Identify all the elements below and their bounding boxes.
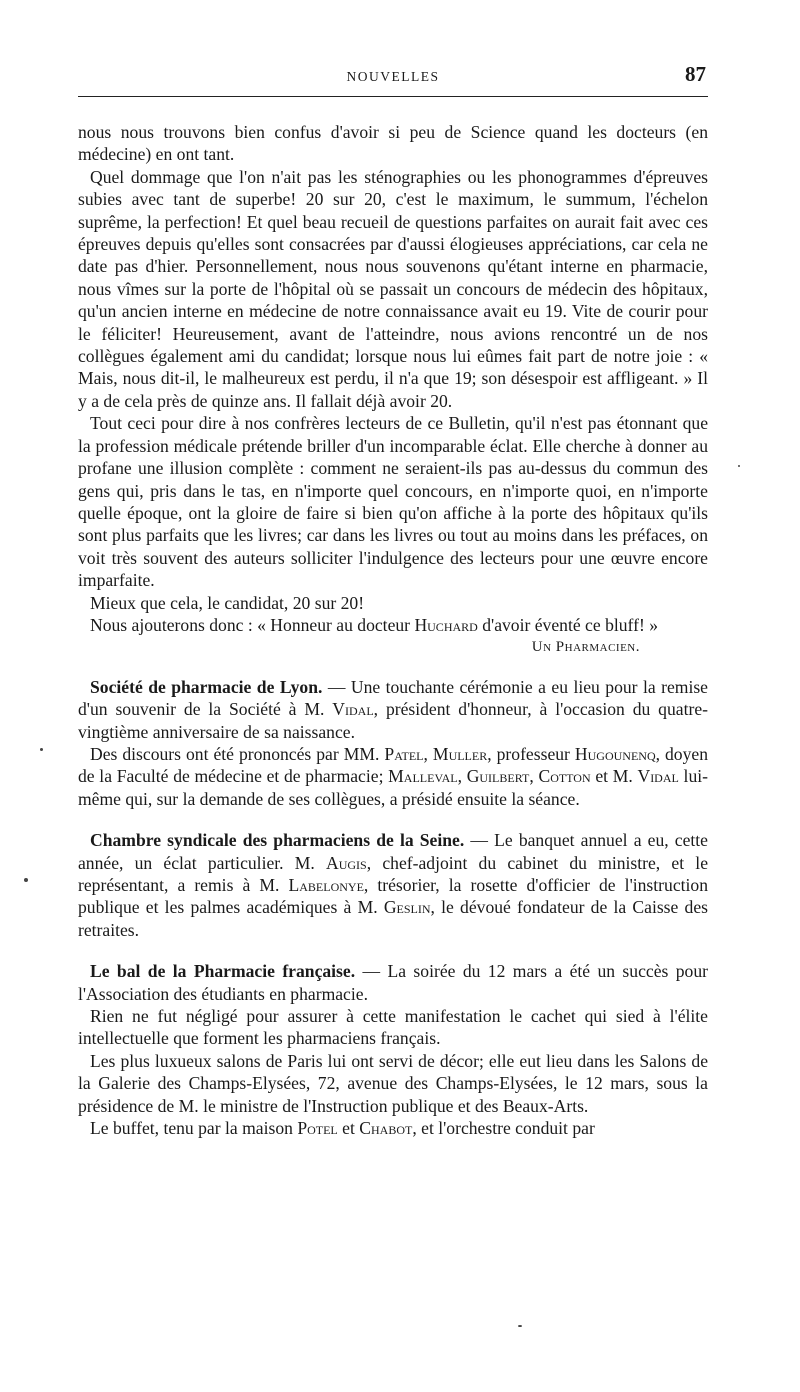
person-name: Patel — [384, 743, 424, 764]
section-title: Chambre syndicale des pharmaciens de la Seine. — [90, 830, 465, 851]
text-run: , président d'honneur, à l'occasion du quatre-vingtième anniversaire de sa naissance. — [78, 699, 708, 742]
section-chambre-syndicale — [78, 829, 708, 941]
chambre-paragraph-1 — [78, 829, 708, 941]
text-run: , — [423, 743, 433, 764]
bal-paragraph-1 — [78, 960, 708, 1005]
print-speck — [738, 465, 740, 467]
page-number: 87 — [685, 62, 706, 86]
person-name: Geslin — [383, 897, 431, 918]
page-header — [78, 62, 708, 97]
person-name: Huchard — [414, 614, 478, 635]
company-name: Potel — [297, 1118, 338, 1139]
text-run: , professeur — [487, 743, 575, 764]
section-title: Le bal de la Pharmacie française. — [90, 961, 356, 982]
person-name: Malleval — [388, 766, 458, 787]
person-name: Vidal — [332, 699, 374, 720]
text-run: — La soirée du 12 mars a été un succès pour l'Association des étudiants en pharmacie. — [78, 961, 708, 1004]
person-name: Labelonye — [288, 875, 364, 895]
text-run: Le buffet, tenu par la maison — [90, 1118, 298, 1139]
text-run: Nous ajouterons donc : « Honneur au docteur — [90, 614, 415, 635]
print-speck — [40, 748, 43, 751]
text-run: Des discours ont été prononcés par MM. — [90, 743, 385, 764]
continuation-paragraph-3: Tout ceci pour dire à nos confrères lecteurs de ce Bulletin, qu'il n'est pas étonnant que la profession médicale prétende briller d'un incomparable éclat. Elle cherche à donner au profane une illusion complète : comment ne seraient-ils pas au-dessus du commun des gens qui, pris dans le tas, en n'importe quel concours, en n'importe quoi, en n'importe quelle époque, ont la gloire de faire si bien qu'on affiche à la porte des hôpitaux qu'ils sont plus parfaits que les livres; car dans les livres ou tout au moins dans les préfaces, on voit très souvent des auteurs solliciter l'indulgence des lecteurs pour une œuvre encore imparfaite. — [78, 413, 708, 591]
person-name: Muller — [432, 743, 488, 764]
signature-text: Un Pharmacien. — [531, 639, 640, 656]
person-name: Vidal — [637, 766, 679, 787]
text-run: , doyen de la Faculté de médecine et de pharmacie; — [78, 743, 708, 787]
bal-paragraph-2: Rien ne fut négligé pour assurer à cette manifestation le cachet qui sied à l'élite intellectuelle que forment les pharmaciens français. — [78, 1006, 708, 1049]
text-run: d'avoir éventé ce bluff! » — [477, 614, 659, 635]
person-name: Augis — [326, 852, 367, 873]
text-run: , — [457, 766, 467, 787]
person-name: Hugounenq — [574, 743, 656, 764]
running-head: NOUVELLES — [346, 69, 440, 84]
text-run: , le dévoué fondateur de la Caisse des retraites. — [78, 897, 709, 940]
text-run: lui-même qui, sur la demande de ses collègues, a présidé ensuite la séance. — [78, 766, 708, 809]
text-run: , et l'orchestre conduit par — [412, 1118, 595, 1139]
section-lyon — [78, 676, 708, 810]
company-name: Chabot — [359, 1118, 413, 1139]
text-run: , trésorier, la rosette d'officier de l'instruction publique et les palmes académiques à M. — [78, 875, 708, 918]
continuation-paragraph-4: Mieux que cela, le candidat, 20 sur 20! — [90, 592, 365, 613]
continuation-paragraph-5 — [78, 614, 708, 636]
continuation-paragraph-2: Quel dommage que l'on n'ait pas les sténographies ou les phonogrammes d'épreuves subies avec tant de superbe! 20 sur 20, c'est le maximum, le summum, l'échelon suprême, la perfection! Et quel beau recueil de questions parfaites on aurait fait avec ces épreuves depuis qu'elles sont consacrées par d'aussi élogieuses appréciations, car cela ne date pas d'hier. Personnellement, nous nous souvenons qu'étant interne en pharmacie, nous vîmes sur la porte de l'hôpital où se passait un concours de médecin des hôpitaux, qu'un ancien interne en médecine de notre connaissance avait eu 19. Vite de courir pour le féliciter! Heureusement, avant de l'atteindre, nous avions rencontré un de nos collègues également ami du candidat; lorsque nous lui eûmes fait part de notre joie : « Mais, nous dit-il, le malheureux est perdu, il n'a que 19; son désespoir est affligeant. » Il y a de cela près de quinze ans. Il fallait déjà avoir 20. — [78, 166, 708, 411]
lyon-paragraph-2 — [78, 743, 708, 810]
bal-paragraph-3: Les plus luxueux salons de Paris lui ont servi de décor; elle eut lieu dans les Salons de la Galerie des Champs-Elysées, 72, avenue des Champs-Elysées, le 12 mars, sous la présidence de M. le ministre de l'Instruction publique et des Beaux-Arts. — [78, 1050, 708, 1116]
text-run: — Le banquet annuel a eu, cette année, un éclat particulier. M. — [78, 830, 708, 873]
lyon-paragraph-1 — [78, 676, 708, 743]
bal-paragraph-4 — [78, 1117, 708, 1139]
text-run: et M. — [590, 766, 638, 787]
person-name: Guilbert — [466, 766, 530, 787]
section-title: Société de pharmacie de Lyon. — [90, 676, 323, 697]
text-run: et — [337, 1118, 360, 1139]
text-run: , chef-adjoint du cabinet du ministre, et le représentant, a remis à M. — [78, 852, 709, 895]
section-bal-pharmacie — [78, 960, 708, 1139]
text-run: — Une touchante cérémonie a eu lieu pour la remise d'un souvenir de la Société à M. — [78, 676, 708, 720]
signature — [78, 636, 708, 658]
print-speck — [24, 878, 28, 882]
body-text — [78, 121, 708, 1139]
person-name: Cotton — [538, 766, 591, 787]
text-run: , — [529, 766, 539, 787]
continuation-paragraph-1: nous nous trouvons bien confus d'avoir si peu de Science quand les docteurs (en médecine) en ont tant. — [78, 122, 708, 165]
print-speck — [518, 1325, 522, 1327]
